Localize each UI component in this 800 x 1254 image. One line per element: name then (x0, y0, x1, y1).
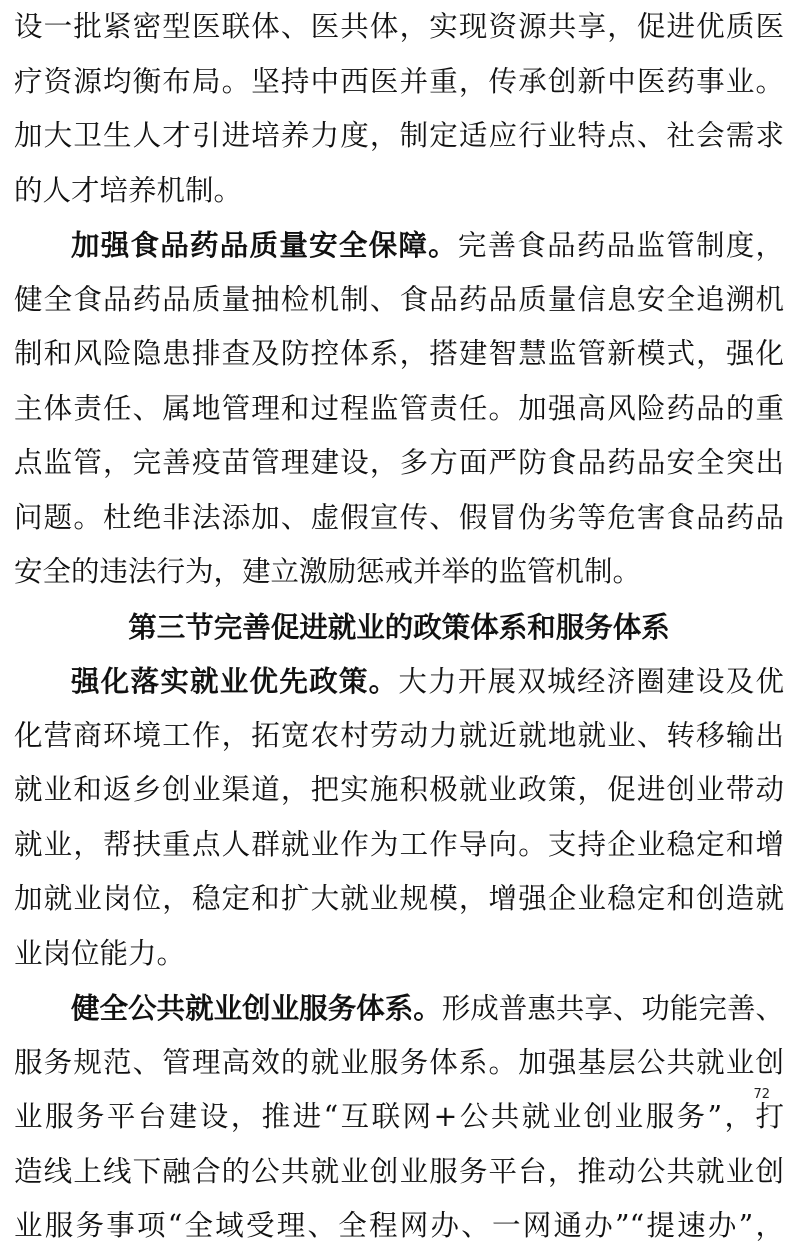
body-text-line: 业岗位能力。 (14, 936, 186, 970)
body-text-line: 业服务事项“全域受理、全程网办、一网通办”“提速办”， (14, 1209, 784, 1242)
body-text-line: 点监管，完善疫苗管理建设，多方面严防食品药品安全突出 (14, 446, 784, 479)
body-text-line: 健全食品药品质量抽检机制、食品药品质量信息安全追溯机 (14, 282, 784, 316)
body-text-line: 就业和返乡创业渠道，把实施积极就业政策，促进创业带动 (14, 773, 784, 806)
body-text-line: 主体责任、属地管理和过程监管责任。加强高风险药品的重 (14, 391, 784, 425)
paragraph-food-drug-safety (14, 218, 784, 273)
paragraph-public-employment-service (14, 981, 784, 1036)
body-text-line: 设一批紧密型医联体、医共体，实现资源共享，促进优质医 (14, 10, 784, 43)
body-text-line: 加就业岗位，稳定和扩大就业规模，增强企业稳定和创造就 (14, 882, 784, 915)
paragraph-employment-policy (14, 654, 784, 709)
paragraph-heading: 健全公共就业创业服务体系。 (71, 991, 442, 1025)
body-text-line: 就业，帮扶重点人群就业作为工作导向。支持企业稳定和增 (14, 827, 784, 861)
paragraph-text: 大力开展双城经济圈建设及优 (398, 665, 784, 698)
body-text-line: 问题。杜绝非法添加、虚假宣传、假冒伪劣等危害食品药品 (14, 500, 784, 534)
paragraph-text: 完善食品药品监管制度， (457, 229, 784, 262)
body-text-line: 的人才培养机制。 (14, 173, 243, 207)
body-text-line: 安全的违法行为，建立激励惩戒并举的监管机制。 (14, 555, 642, 588)
body-text-line: 业服务平台建设，推进“互联网+公共就业创业服务”，打 (14, 1100, 784, 1133)
paragraph-heading: 强化落实就业优先政策。 (71, 664, 399, 698)
body-text-line: 服务规范、管理高效的就业服务体系。加强基层公共就业创 (14, 1045, 784, 1079)
body-text-line: 造线上线下融合的公共就业创业服务平台，推动公共就业创 (14, 1154, 784, 1188)
paragraph-heading: 加强食品药品质量安全保障。 (71, 228, 458, 262)
paragraph-text: 形成普惠共享、功能完善、 (441, 992, 784, 1025)
body-text-line: 化营商环境工作，拓宽农村劳动力就近就地就业、转移输出 (14, 718, 784, 752)
body-text-line: 制和风险隐患排查及防控体系，搭建智慧监管新模式，强化 (14, 337, 784, 370)
body-text-line: 加大卫生人才引进培养力度，制定适应行业特点、社会需求 (14, 119, 784, 152)
document-page (14, 0, 784, 1254)
body-text-line: 疗资源均衡布局。坚持中西医并重，传承创新中医药事业。 (14, 64, 784, 98)
page-number: 72 (753, 1087, 770, 1102)
section-title: 第三节完善促进就业的政策体系和服务体系 (128, 609, 670, 644)
